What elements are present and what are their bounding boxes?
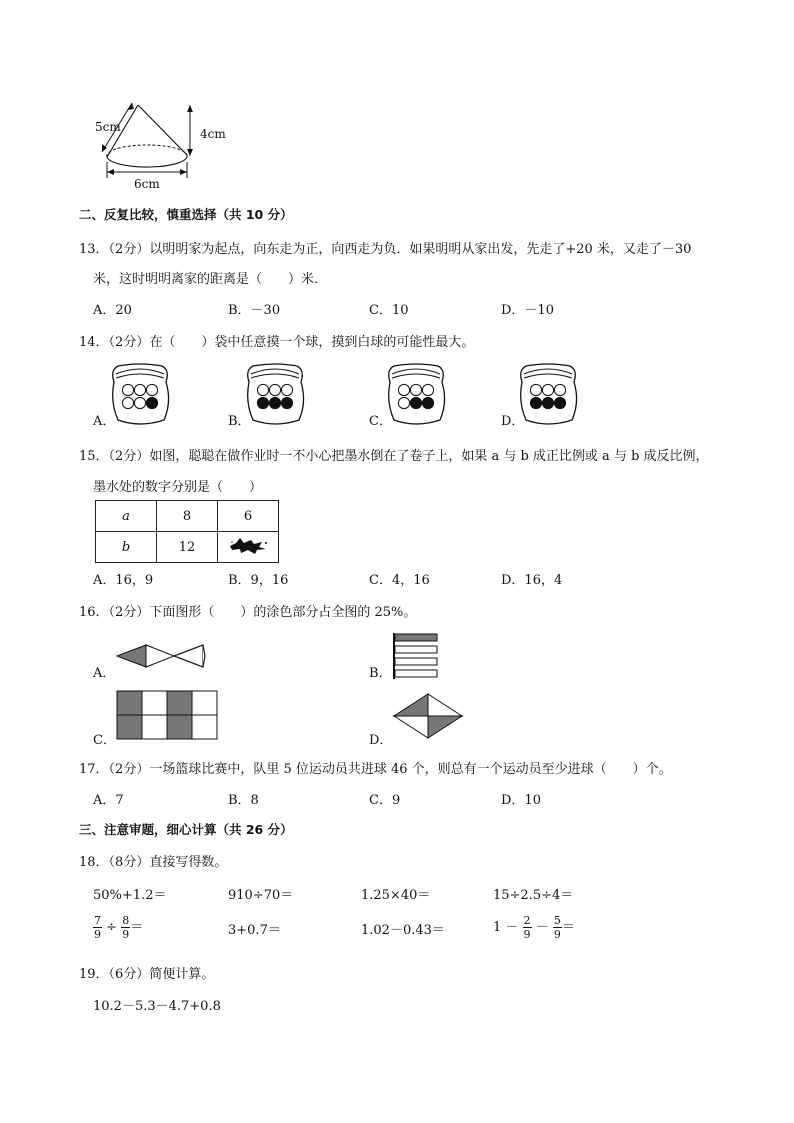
white-ball [257, 384, 268, 395]
table-cell: 8 [157, 501, 218, 532]
cone-diameter-label: 6cm [134, 177, 160, 191]
q18-item: 3+0.7＝ [228, 923, 281, 938]
table-cell: 12 [157, 532, 218, 563]
black-ball [146, 397, 157, 408]
q17-option-b[interactable]: B．8 [228, 793, 259, 808]
table-cell: a [96, 501, 157, 532]
shape-d-diamond [392, 692, 468, 742]
shape-a-rhombus-row [115, 642, 215, 672]
q16-option-b[interactable]: B． [369, 666, 392, 681]
q18-fraction-item-2 [493, 914, 575, 941]
section-3-title: 三、注意审题，细心计算（共 26 分） [79, 822, 293, 837]
white-ball [398, 397, 409, 408]
q16-option-c[interactable]: C． [93, 733, 116, 748]
white-ball [134, 384, 145, 395]
white-ball [542, 384, 553, 395]
fraction [121, 914, 130, 941]
q13-option-c[interactable]: C．10 [369, 303, 409, 318]
q16-option-d[interactable]: D． [369, 733, 393, 748]
black-ball [554, 397, 565, 408]
black-ball [422, 397, 433, 408]
cone-height-label: 4cm [200, 127, 226, 141]
q18-text: 18．（8分）直接写得数。 [79, 855, 228, 870]
q15-line1: 15．（2分）如图，聪聪在做作业时一不小心把墨水倒在了卷子上，如果 a 与 b 成正比例或 a 与 b 成反比例， [79, 449, 709, 464]
q17-option-c[interactable]: C．9 [369, 793, 401, 808]
q16-option-a[interactable]: A． [93, 666, 116, 681]
q18-item: 910÷70＝ [228, 888, 294, 903]
white-ball [281, 384, 292, 395]
white-ball [398, 384, 409, 395]
black-ball [410, 397, 421, 408]
ball-bag-icon [521, 364, 577, 424]
fraction [93, 914, 102, 941]
white-ball [134, 397, 145, 408]
table-row [96, 532, 279, 563]
white-ball [146, 384, 157, 395]
q13-option-d[interactable]: D．－10 [501, 303, 554, 318]
black-ball [257, 397, 268, 408]
numerator: 8 [122, 914, 130, 927]
q15-line2: 墨水处的数字分别是（ ） [93, 480, 263, 495]
denominator: 9 [122, 928, 130, 941]
white-ball [269, 384, 280, 395]
table-cell: 6 [218, 501, 279, 532]
q18-item: 1.25×40＝ [361, 888, 431, 903]
operator: － [535, 920, 549, 935]
ink-blot-cell [218, 532, 279, 563]
q15-option-c[interactable]: C．4，16 [369, 573, 430, 588]
white-ball [422, 384, 433, 395]
ball-bags [110, 362, 710, 432]
denominator: 9 [94, 928, 101, 941]
table-cell: b [96, 532, 157, 563]
black-ball [530, 397, 541, 408]
numerator: 7 [94, 914, 101, 927]
q14-option-b[interactable]: B． [228, 414, 251, 429]
shape-c-grid [116, 690, 220, 742]
q18-item: 50%+1.2＝ [93, 888, 167, 903]
q18-item: 15÷2.5÷4＝ [493, 888, 574, 903]
q17-option-d[interactable]: D．10 [501, 793, 541, 808]
ball-bag-icon [248, 364, 304, 424]
white-ball [554, 384, 565, 395]
ball-bag-icon [113, 364, 169, 424]
q17-option-a[interactable]: A．7 [93, 793, 124, 808]
numerator: 2 [523, 914, 531, 927]
black-ball [269, 397, 280, 408]
white-ball [410, 384, 421, 395]
black-ball [542, 397, 553, 408]
q15-option-a[interactable]: A．16，9 [93, 573, 154, 588]
q13-option-b[interactable]: B．－30 [228, 303, 281, 318]
black-ball [281, 397, 292, 408]
q18-fraction-item-1 [93, 914, 143, 941]
operator: ÷ [106, 920, 118, 935]
fraction [553, 914, 562, 941]
cone-slant-label: 5cm [95, 120, 121, 134]
q19-expression: 10.2－5.3－4.7+0.8 [93, 999, 221, 1014]
q14-option-a[interactable]: A． [93, 414, 116, 429]
white-ball [122, 384, 133, 395]
q19-text: 19．（6分）简便计算。 [79, 967, 215, 982]
denominator: 9 [523, 928, 531, 941]
section-2-title: 二、反复比较，慎重选择（共 10 分） [79, 207, 293, 222]
q13-line1: 13．（2分）以明明家为起点，向东走为正，向西走为负．如果明明从家出发，先走了+20 米，又走了－30 [79, 242, 692, 257]
q13-option-a[interactable]: A．20 [93, 303, 132, 318]
q17-text: 17．（2分）一场篮球比赛中，队里 5 位运动员共进球 46 个，则总有一个运动员至少进球（ ）个。 [79, 762, 672, 777]
ratio-table [95, 500, 279, 563]
numerator: 5 [553, 914, 561, 927]
shape-b-bars [393, 632, 443, 682]
table-row [96, 501, 279, 532]
q14-text: 14．（2分）在（ ）袋中任意摸一个球，摸到白球的可能性最大。 [79, 335, 475, 350]
q16-text: 16．（2分）下面图形（ ）的涂色部分占全图的 25%。 [79, 605, 417, 620]
q18-item: 1.02－0.43＝ [361, 923, 445, 938]
ink-blot-icon [226, 534, 270, 556]
white-ball [122, 397, 133, 408]
equals: ＝ [561, 920, 575, 935]
ball-bag-icon [389, 364, 445, 424]
fraction [523, 914, 532, 941]
lead-term: 1 － [493, 920, 519, 935]
q15-option-b[interactable]: B．9，16 [228, 573, 289, 588]
equals: ＝ [130, 920, 144, 935]
q15-option-d[interactable]: D．16，4 [501, 573, 563, 588]
q14-option-c[interactable]: C． [369, 414, 392, 429]
q14-option-d[interactable]: D． [501, 414, 525, 429]
denominator: 9 [553, 928, 561, 941]
white-ball [530, 384, 541, 395]
q13-line2: 米，这时明明离家的距离是（ ）米． [93, 272, 328, 287]
